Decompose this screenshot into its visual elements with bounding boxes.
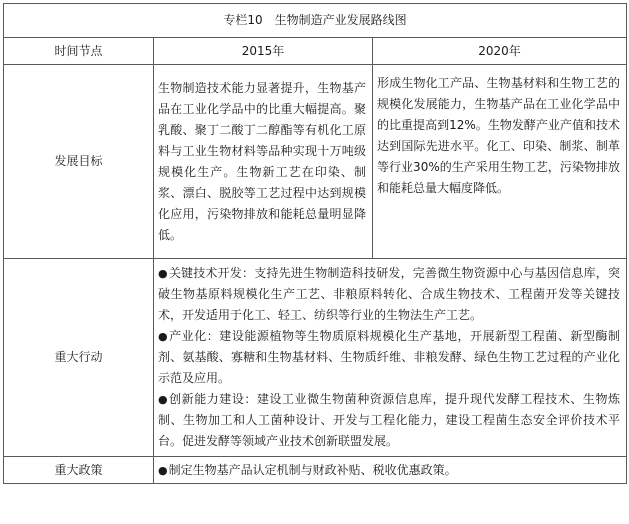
actions-label: 重大行动	[4, 259, 154, 457]
action-item-text: 产业化：建设能源植物等生物质原料规模化生产基地，开展新型工程菌、新型酶制剂、氨基酸、寡糖和生物基材料、生物质纤维、非粮发酵、绿色生物工艺过程的产业化示范及应用。	[158, 329, 621, 385]
policy-row	[4, 457, 627, 484]
action-item	[158, 263, 620, 326]
bullet-icon: ●	[158, 330, 169, 343]
action-item	[158, 389, 620, 452]
targets-row	[4, 65, 627, 259]
header-year-2020: 2020年	[373, 38, 627, 65]
header-year-2015: 2015年	[154, 38, 373, 65]
action-item-text: 关键技术开发：支持先进生物制造科技研发，完善微生物资源中心与基因信息库，突破生物基原料规模化生产工艺、非粮原料转化、合成生物技术、工程菌开发等关键技术，开发适用于化工、轻工、纺织等行业的生物法生产工艺。	[158, 266, 621, 322]
bullet-icon: ●	[158, 393, 169, 406]
roadmap-table	[3, 3, 627, 484]
targets-label: 发展目标	[4, 65, 154, 259]
actions-content	[154, 259, 627, 457]
policy-text: 制定生物基产品认定机制与财政补贴、税收优惠政策。	[168, 462, 457, 477]
policy-content	[154, 457, 627, 484]
targets-2020-text: 形成生物化工产品、生物基材料和生物工艺的规模化发展能力，生物基产品在工业化学品中的比重提高到12%。生物发酵产业产值和技术达到国际先进水平。化工、印染、制浆、制革等行业30%的生产采用生物工艺，污染物排放和能耗总量大幅度降低。	[373, 65, 627, 259]
table-title: 专栏10 生物制造产业发展路线图	[4, 4, 627, 38]
policy-label: 重大政策	[4, 457, 154, 484]
header-time-node: 时间节点	[4, 38, 154, 65]
header-row	[4, 38, 627, 65]
actions-row	[4, 259, 627, 457]
title-row	[4, 4, 627, 38]
bullet-icon: ●	[158, 463, 168, 477]
targets-2015-text: 生物制造技术能力显著提升，生物基产品在工业化学品中的比重大幅提高。聚乳酸、聚丁二酸丁二醇酯等有机化工原料与工业生物材料等品种实现十万吨级规模化生产。生物新工艺在印染、制浆、漂白、脱胶等工艺过程中达到规模化应用，污染物排放和能耗总量明显降低。	[154, 65, 373, 259]
action-item	[158, 326, 620, 389]
action-item-text: 创新能力建设：建设工业微生物菌种资源信息库，提升现代发酵工程技术、生物炼制、生物加工和人工菌种设计、开发与工程化能力，建设工程菌生态安全评价技术平台。促进发酵等领域产业技术创新联盟发展。	[158, 392, 621, 448]
bullet-icon: ●	[158, 267, 168, 280]
